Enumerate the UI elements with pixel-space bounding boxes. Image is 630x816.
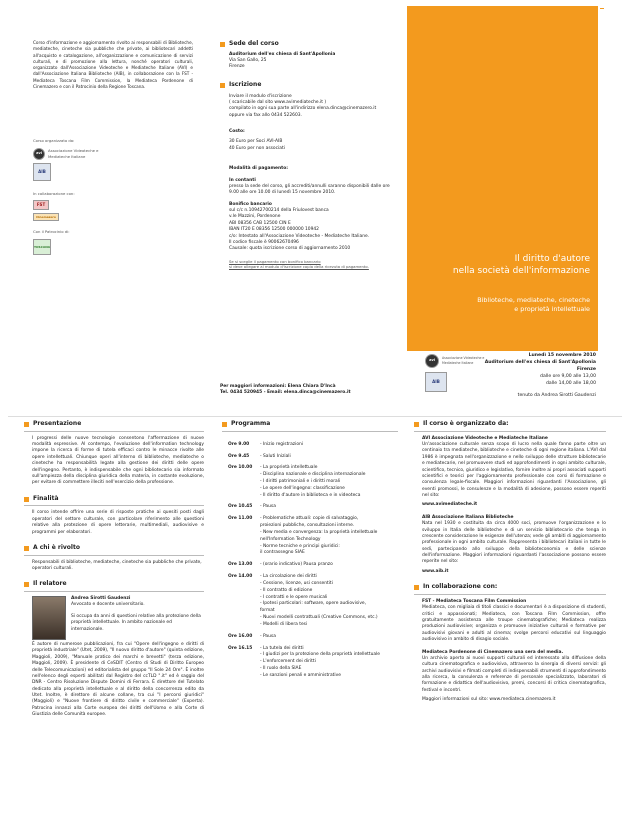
registration-line: compilato in ogni sua parte all'indirizzo elena.dinca@cinemazero.it xyxy=(229,106,377,112)
program-time: Ore 10.00 xyxy=(228,465,253,471)
transfer-line: c/o: Intestato all'Associazione Videoteche - Mediateche Italiane. xyxy=(229,233,370,239)
speaker-bio: Si occupa da anni di questioni relative alla protezione della proprietà intellettuale. In ambito nazionale ed internazionale. xyxy=(71,613,201,632)
presentation-text: I progressi delle nuove tecnologie consentono l'affermazione di nuove modalità espressive. Al contempo, l'evoluzione dell'information technology impone la ricerca di forme di tutela efficaci contro le minacce rivolte alle opere intellettuali. Chiunque operi all'interno di biblioteche, mediateche o cineteche ha responsabilità legate alla gestione dei diritti delle opere dell'ingegno. Pertanto, è indispensabile che ogni bibliotecario sia informato sull'ampiezza della disciplina giuridica della materia, in costante evoluzione, per evitare di commettere illeciti nell'esercizio della professione. xyxy=(32,435,204,486)
cover-avi-text: Associazione Videoteche e Mediateche Italiane xyxy=(442,356,485,365)
page-corner-mark xyxy=(600,8,604,9)
program-time: Ore 10.45 xyxy=(228,504,253,510)
bullet-square-icon xyxy=(414,422,419,427)
intro-panel xyxy=(33,40,193,380)
patronage-label: Con il Patrocinio di: xyxy=(33,229,70,235)
program-items xyxy=(260,646,380,680)
info-label: Per maggiori informazioni: Elena Chiara D'Incà xyxy=(220,384,336,389)
program-item: - Il contratto di edizione xyxy=(260,587,313,593)
speaker-bio: È autore di numerose pubblicazioni, fra cui "Opere dell'ingegno e diritti di proprietà industriale" (Utet, 2009), "Il nuovo diritto d'autore" (quinta edizione, Maggioli, 2009), "Manuale pratico dei marchi e brevetti" (terza edizione, Maggioli, 2009). È presidente di CeSDIT (Centro di Studi di Diritto Europeo delle Telecomunicazioni) ed editorialista del gruppo "Il Sole 24 Ore". È inoltre nell'elenco degli esperti abilitati dal Registro del ccTLD ".it" ed è saggio del DNR - Centro Risoluzione Dispute Domini di Ferrara. È direttore del Tutelato dedicato alla proprietà intellettuale e al diritto della concorrenza edito da Utet. Inoltre, è direttore di alcune collane, tra cui "I percorsi giuridici" (Maggioli) e "Nuove frontiere di diritto civile e commerciale" (Experta). Patrocina innanzi alla Corte europea dei diritti dell'Uomo e alla Corte di Giustizia delle Comunità europee. xyxy=(32,642,204,718)
program-items xyxy=(260,562,333,569)
bullet-square-icon xyxy=(220,83,225,88)
program-row xyxy=(228,646,398,680)
program-item: il contrassegno SIAE xyxy=(260,550,305,556)
cost-members: 30 Euro per Soci AVI-AIB xyxy=(229,139,283,145)
cover-time: dalle 14,00 alle 18,00 xyxy=(546,381,596,387)
cinemazero-logo xyxy=(33,213,193,221)
program-item: - (orario indicativo) Pausa pranzo xyxy=(260,562,333,568)
avi-logo-mark: avi xyxy=(33,148,45,160)
program-item: - New media e convergenza: la proprietà intellettuale xyxy=(260,529,378,535)
program-item: - Cessione, licenze, usi consentiti xyxy=(260,580,333,586)
fst-text: Mediateca, con migliaia di titoli classici e documentari è a disposizione di studenti, critici e appassionati; Mediateca, con Toscana Film Commission, offre gratuitamente assistenza alle troupe cinematografiche; Mediateca realizza produzioni audiovisive; organizza e promuove iniziative culturali e formative per audiovisivi giovani e adulti al cinema; svolge percorsi educativi sul linguaggio audiovisivo in ambito di disagio sociale. xyxy=(422,605,606,643)
intro-paragraph: Corso d'informazione e aggiornamento rivolto ai responsabili di Biblioteche, mediateche, cineteche sia pubbliche che private, ai bibliotecari addetti all'acquisto e catalogazione, all'organizzazione e comunicazione di servizi culturali, e di promozione alla lettura, nonché operatori culturali, organizzato dall'Associazione Videoteche e Mediateche Italiane (AVI) e dall'Associazione Italiana Biblioteche (AIB), in collaborazione con la FST - Mediateca Toscana Film Commission, la Mediateca Pordenone di Cinemazero e con il Patrocinio della Regione Toscana. xyxy=(33,40,193,90)
program-time: Ore 9.45 xyxy=(228,453,250,459)
cover-title: nella società dell'informazione xyxy=(452,265,590,276)
avi-text: Un'associazione culturale senza scopo di lucro nella quale fanno parte oltre un centinaio tra mediateche, biblioteche e cineteche di ogni regione italiana. L'AVI dal 1986 è impegnata nell'organizzazione e nello sviluppo delle strutture bibliotecarie e mediatecarie, nel promuovere studi ed approfondimenti in ogni ambito culturale, scientifico, tecnico, giuridico e legislativo, fornire inoltre ai propri associati supporti scientifici e teorici per l'aggiornamento professionale con corsi di formazione e consulenza legale-fiscale. Maggiori informazioni riguardanti l'Associazione, gli eventi promossi, le consulenze e la modalità di adesione, possono essere reperiti nel sito: xyxy=(422,442,606,499)
payment-title: Modalità di pagamento: xyxy=(229,166,289,172)
cover-subtitle: e proprietà intellettuale xyxy=(514,304,590,313)
speaker-role: Avvocato e docente universitario. xyxy=(71,602,145,608)
program-item: - Problematiche attuali: copie di salvataggio, xyxy=(260,516,359,522)
organizers-panel xyxy=(414,420,606,812)
aib-site-link[interactable]: www.aib.it xyxy=(422,568,449,574)
payment-note: Se si sceglie il pagamento con bonifico bancario xyxy=(229,258,321,264)
audience-heading: A chi è rivolto xyxy=(24,544,204,556)
venue-city: Firenze xyxy=(229,64,245,70)
program-time: Ore 9.00 xyxy=(228,441,250,447)
program-item: - Pausa xyxy=(260,633,276,639)
organized-label: Corso organizzato da: xyxy=(33,138,75,144)
program-item: - Le opere dell'ingegno: classificazione xyxy=(260,485,345,491)
program-item: - Norme tecniche e principi giuridici: xyxy=(260,543,340,549)
cash-text: presso la sede del corso, gli accrediti/annulli saranno disponibili dalle ore 9.00 alle ore 10.00 di lunedì 15 novembre 2010. xyxy=(229,183,390,196)
cover-details xyxy=(407,352,602,412)
speaker-name: Andrea Sirotti Gaudenzi xyxy=(71,596,131,601)
avi-logo-text: Associazione Videoteche e Mediateche Italiane xyxy=(48,148,99,159)
collab-label: In collaborazione con: xyxy=(33,190,75,196)
program-item: - Disciplina nazionale e disciplina internazionale xyxy=(260,472,366,478)
toscana-logo-mark: TOSCANA xyxy=(33,239,51,255)
program-items xyxy=(260,454,291,461)
cover-aib-logo: AIB xyxy=(425,372,447,392)
program-item: - La proprietà intellettuale xyxy=(260,465,318,471)
program-row xyxy=(228,442,398,449)
info-contact: Tel. 0434 520945 - Email: elena.dinca@cinemazero.it xyxy=(220,390,351,396)
program-item: - La tutela dei diritti xyxy=(260,645,304,651)
program-item: - Il ruolo della SIAE xyxy=(260,666,302,672)
transfer-line: IBAN IT20 E 08356 12500 000000 10942 xyxy=(229,227,319,233)
payment-note: si deve allegare al modulo d'iscrizione copia della ricevuta di pagamento. xyxy=(229,264,369,270)
speaker-photo xyxy=(32,596,66,640)
program-row xyxy=(228,504,398,511)
speaker-heading: Il relatore xyxy=(24,580,204,592)
bullet-square-icon xyxy=(220,42,225,47)
cinemazero-logo-mark: Cinemazero xyxy=(33,213,59,221)
bullet-square-icon xyxy=(414,585,419,590)
program-items xyxy=(260,465,365,499)
program-time: Ore 14.00 xyxy=(228,574,253,580)
program-row xyxy=(228,574,398,629)
cover-title: Il diritto d'autore xyxy=(514,254,590,264)
fst-logo xyxy=(33,200,193,210)
cover-avi-logo xyxy=(425,354,492,368)
program-item: - Modelli di libera tesi xyxy=(260,621,308,627)
toscana-logo xyxy=(33,239,193,255)
bullet-square-icon xyxy=(222,422,227,427)
aib-logo-mark: AIB xyxy=(33,163,51,181)
cash-title: In contanti xyxy=(229,177,256,183)
collaboration-heading: In collaborazione con: xyxy=(414,583,606,595)
program-item: - La circolazione dei diritti xyxy=(260,574,317,580)
program-item: - I diritti patrimoniali e i diritti morali xyxy=(260,479,341,484)
program-list xyxy=(222,442,398,680)
program-row xyxy=(228,516,398,557)
program-items xyxy=(260,574,378,629)
program-row xyxy=(228,634,398,641)
registration-line: oppure via fax allo 0434 522603. xyxy=(229,112,302,118)
bullet-square-icon xyxy=(24,546,29,551)
program-item: - I giudizi per la protezione della proprietà intellettuale xyxy=(260,652,380,658)
cover-block xyxy=(407,6,598,351)
cover-subtitle: Biblioteche, mediateche, cineteche xyxy=(477,296,590,304)
avi-site-link[interactable]: www.avimediateche.it xyxy=(422,502,478,508)
program-item: - I contratti e le opere musicali xyxy=(260,594,328,600)
bullet-square-icon xyxy=(24,422,29,427)
transfer-line: Causale: quota iscrizione corso di aggiornamento 2010 xyxy=(229,246,351,252)
organizers-heading: Il corso è organizzato da: xyxy=(414,420,606,432)
program-row xyxy=(228,562,398,569)
fst-logo-mark: FST xyxy=(33,200,49,210)
registration-line: ( scaricabile dal sito www.avimediateche.it ) xyxy=(229,99,327,105)
aims-heading: Finalità xyxy=(24,495,204,507)
program-item: - Il diritto d'autore in biblioteca e in videoteca xyxy=(260,492,361,498)
program-item: proiezioni pubbliche, consultazioni interne. xyxy=(260,523,355,529)
cover-time: dalle ore 9,00 alle 13,00 xyxy=(540,374,596,380)
presentation-panel xyxy=(24,420,204,812)
registration-heading: Iscrizione xyxy=(220,81,398,90)
cinemazero-title: Mediateca Pordenone di Cinemazero una sera del media. xyxy=(422,649,564,655)
registration-panel xyxy=(220,40,398,400)
transfer-line: ABI 08356 CAB 12500 CIN E xyxy=(229,220,291,226)
program-items xyxy=(260,504,276,511)
bullet-square-icon xyxy=(24,582,29,587)
program-time: Ore 13.00 xyxy=(228,562,253,568)
program-time: Ore 11.00 xyxy=(228,516,253,522)
program-time: Ore 16.15 xyxy=(228,645,253,651)
cinemazero-info: Maggiori informazioni sul sito: www.mediateca.cinemazero.it xyxy=(422,697,556,703)
cover-venue: Auditorium dell'ex chiesa di Sant'Apollonia xyxy=(484,360,596,366)
avi-title: AVI Associazione Videoteche e Mediateche Italiane xyxy=(422,435,548,441)
program-row xyxy=(228,454,398,461)
transfer-title: Bonifico bancario xyxy=(229,201,272,207)
program-item: format xyxy=(260,608,275,614)
venue-heading: Sede del corso xyxy=(220,40,398,49)
program-item: - L'enforcement dei diritti xyxy=(260,659,316,665)
venue-address: Via San Gallo, 25 xyxy=(229,58,267,64)
bullet-square-icon xyxy=(24,497,29,502)
presentation-heading: Presentazione xyxy=(24,420,204,432)
program-item: nell'Information Technology xyxy=(260,536,321,542)
cost-others: 40 Euro per non associati xyxy=(229,145,285,151)
program-row xyxy=(228,465,398,499)
fold-divider xyxy=(8,416,622,417)
cover-tutor: tenuto da Andrea Sirotti Gaudenzi xyxy=(517,392,596,398)
registration-line: Inviare il modulo d'iscrizione xyxy=(229,93,292,99)
program-item: - Le sanzioni penali e amministrative xyxy=(260,672,341,678)
cinemazero-text: Un archivio aperto ai nuovi supporti culturali ed interessato alla diffusione della cultura cinematografica e audiovisiva, attraverso la sinergia di diversi servizi: gli archivi audiovisivi e filmati completi di indispensabili strumenti di approfondimento alla ricerca, la consulenza e referenze di personale specializzato, laboratori di formazione e didattica dell'audiovisivo, premi, concorsi di critica cinematografica, festival e incontri. xyxy=(422,655,606,693)
venue-name: Auditorium dell'ex chiesa di Sant'Apollonia xyxy=(229,51,336,57)
program-heading: Programma xyxy=(222,420,398,432)
cost-title: Costo: xyxy=(229,129,245,134)
transfer-line: sul c/c n.10942700214 della Friulovest banca xyxy=(229,208,329,213)
avi-logo xyxy=(33,148,193,160)
cover-avi-mark: avi xyxy=(425,354,439,368)
cover-date: Lunedì 15 novembre 2010 xyxy=(528,353,596,358)
program-item: - Ipotesi particolari: software, opere audiovisive, xyxy=(260,601,367,607)
transfer-line: Il codice fiscale è 90062670496 xyxy=(229,239,299,245)
aib-title: AIB Associazione Italiana Biblioteche xyxy=(422,514,514,520)
program-time: Ore 16.00 xyxy=(228,633,253,639)
aims-text: Il corso intende offrire una serie di risposte pratiche ai quesiti posti dagli operatori del settore culturale, con particolare riferimento alle questioni relative alla protezione di opere letterarie, multimediali, audiovisive e programmi per elaboratori. xyxy=(32,510,204,535)
audience-text: Responsabili di biblioteche, mediateche, cineteche sia pubbliche che private, operatori culturali. xyxy=(32,559,202,571)
program-item: - Inizio registrazioni xyxy=(260,441,304,447)
fst-title: FST - Mediateca Toscana Film Commission xyxy=(422,598,527,604)
program-items xyxy=(260,442,303,449)
program-items xyxy=(260,516,377,557)
aib-text: Nata nel 1930 e costituita da circa 4000 soci, promuove l'organizzazione e lo sviluppo in Italia delle biblioteche e di un servizio bibliotecario che tenga in crescente considerazione le esigenze dell'utenza; vede gli ambiti di aggiornamento professionale in ogni ambito culturale. Rappresenta i bibliotecari italiani in tutte le sedi, partecipando allo sviluppo della biblioteconomia e delle scienze dell'informazione. Maggiori informazioni riguardanti l'associazione possono essere reperite nel sito: xyxy=(422,521,606,565)
program-item: - Saluti Iniziali xyxy=(260,453,291,459)
transfer-line: v.le Mazzini, Pordenone xyxy=(229,214,281,220)
program-items xyxy=(260,634,276,641)
program-item: - Nuovi modelli contrattuali (Creative Commons, etc.) xyxy=(260,615,378,621)
program-panel xyxy=(222,420,398,812)
program-item: - Pausa xyxy=(260,504,276,510)
aib-logo xyxy=(33,163,193,181)
cover-city: Firenze xyxy=(576,367,596,373)
